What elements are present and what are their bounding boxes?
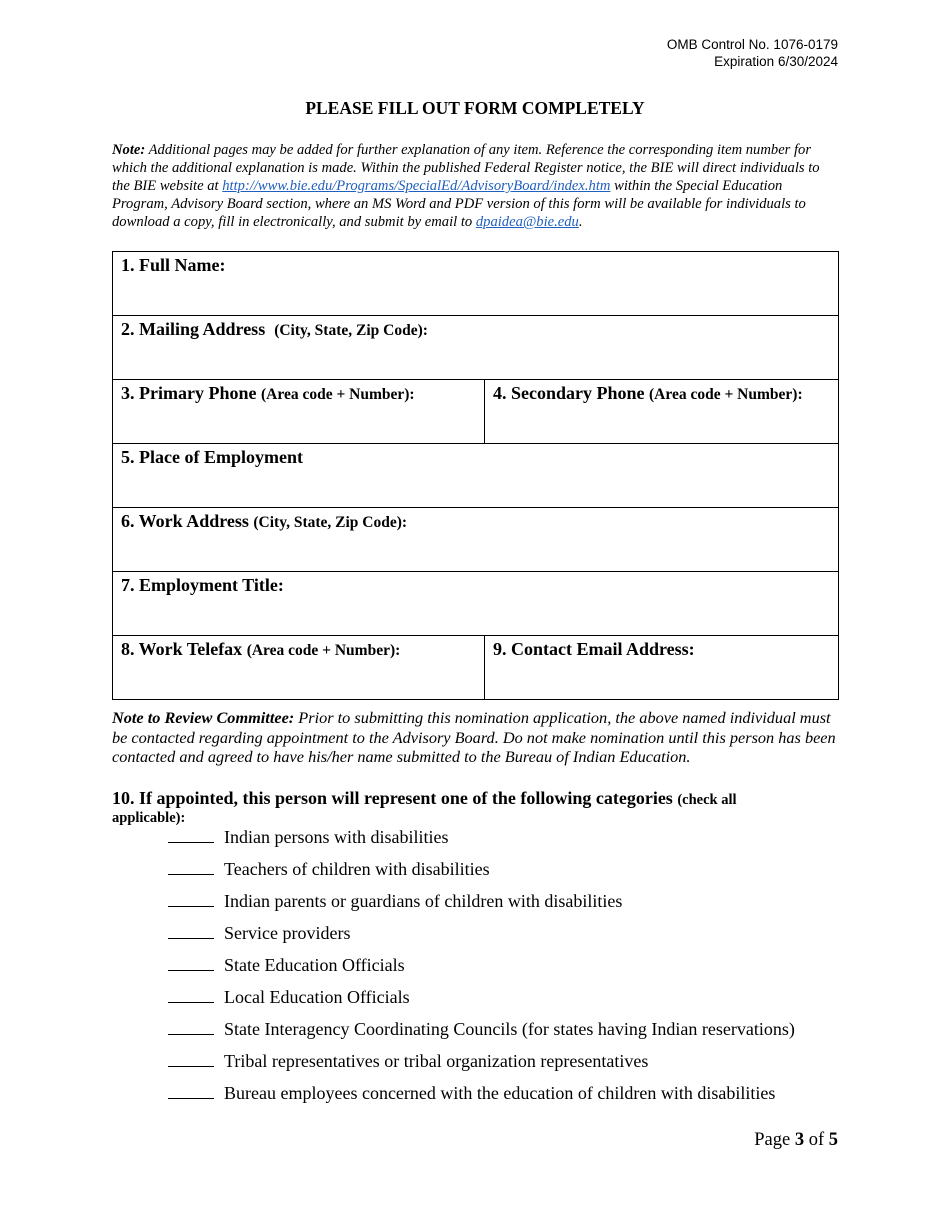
category-check-blank[interactable] [168, 954, 214, 971]
contact-email-field[interactable] [485, 636, 839, 700]
category-check-blank[interactable] [168, 890, 214, 907]
category-label: Service providers [224, 923, 351, 943]
category-check-blank[interactable] [168, 1018, 214, 1035]
category-check-blank[interactable] [168, 826, 214, 843]
note-text-3: . [578, 214, 583, 230]
secondary-phone-field[interactable] [485, 380, 839, 444]
question-10-hint-1: (check all [677, 792, 737, 808]
full-name-label: 1. Full Name: [121, 255, 226, 275]
omb-header [667, 36, 838, 70]
omb-expiration: Expiration 6/30/2024 [714, 54, 838, 69]
secondary-phone-label: 4. Secondary Phone [493, 383, 645, 403]
category-check-blank[interactable] [168, 1050, 214, 1067]
primary-phone-hint: (Area code + Number): [260, 386, 415, 403]
bie-website-link[interactable]: http://www.bie.edu/Programs/SpecialEd/AdvisoryBoard/index.htm [222, 178, 611, 194]
category-item [168, 922, 795, 954]
category-check-blank[interactable] [168, 1082, 214, 1099]
note-text-2: within the Special Education Program, Advisory Board section, where an MS Word and PDF version of this form will be available for individuals to download a copy, fill in electronically, and submit by email to [112, 178, 806, 230]
nomination-form-table [112, 251, 839, 700]
category-item [168, 1050, 795, 1082]
form-title: PLEASE FILL OUT FORM COMPLETELY [305, 98, 645, 118]
contact-email-label: 9. Contact Email Address: [493, 639, 695, 659]
category-label: State Education Officials [224, 955, 405, 975]
mailing-address-hint: (City, State, Zip Code): [274, 322, 428, 339]
place-of-employment-label: 5. Place of Employment [121, 447, 303, 467]
full-name-field[interactable] [113, 252, 839, 316]
mailing-address-field[interactable] [113, 316, 839, 380]
secondary-phone-hint: (Area code + Number): [649, 386, 803, 403]
primary-phone-label: 3. Primary Phone [121, 383, 257, 403]
category-label: Local Education Officials [224, 987, 410, 1007]
category-item [168, 858, 795, 890]
work-address-hint: (City, State, Zip Code): [253, 514, 408, 531]
page-prefix: Page [754, 1130, 795, 1150]
work-address-label: 6. Work Address [121, 511, 249, 531]
note-label: Note: [112, 142, 146, 158]
review-committee-note [112, 708, 847, 767]
category-label: Bureau employees concerned with the education of children with disabilities [224, 1083, 776, 1103]
page-total: 5 [828, 1130, 838, 1150]
page-number [754, 1130, 838, 1151]
employment-title-field[interactable] [113, 572, 839, 636]
primary-phone-field[interactable] [113, 380, 485, 444]
category-check-blank[interactable] [168, 858, 214, 875]
note-text-1: Additional pages may be added for further explanation of any item. Reference the corresponding item number for which the additional explanation is made. Within the published Federal Register notice, the BIE will direct individuals to the BIE website at [112, 142, 820, 194]
page-current: 3 [794, 1130, 805, 1150]
review-note-text: Prior to submitting this nomination application, the above named individual must be contacted regarding appointment to the Advisory Board. Do not make nomination until this person has been contacted and agreed to have his/her name submitted to the Bureau of Indian Education. [112, 708, 836, 766]
category-list [168, 826, 795, 1114]
question-10-heading [112, 788, 832, 826]
mailing-address-label: 2. Mailing Address [121, 319, 266, 339]
place-of-employment-field[interactable] [113, 444, 839, 508]
category-label: Indian parents or guardians of children with disabilities [224, 891, 623, 911]
category-item [168, 1018, 795, 1050]
page-of: of [804, 1130, 829, 1150]
category-check-blank[interactable] [168, 986, 214, 1003]
question-10-hint-2: applicable): [112, 810, 186, 826]
category-label: State Interagency Coordinating Councils (for states having Indian reservations) [224, 1019, 795, 1039]
review-note-label: Note to Review Committee: [112, 708, 295, 727]
category-item [168, 954, 795, 986]
employment-title-label: 7. Employment Title: [121, 575, 284, 595]
category-check-blank[interactable] [168, 922, 214, 939]
category-label: Teachers of children with disabilities [224, 859, 490, 879]
category-label: Tribal representatives or tribal organization representatives [224, 1051, 649, 1071]
category-label: Indian persons with disabilities [224, 827, 449, 847]
work-telefax-hint: (Area code + Number): [246, 642, 401, 659]
category-item [168, 1082, 795, 1114]
omb-control-number: OMB Control No. 1076-0179 [666, 37, 838, 52]
email-link[interactable]: dpaidea@bie.edu [475, 214, 579, 230]
category-item [168, 986, 795, 1018]
category-item [168, 890, 795, 922]
question-10-label: 10. If appointed, this person will represent one of the following categories [112, 788, 673, 808]
category-item [168, 826, 795, 858]
work-telefax-field[interactable] [113, 636, 485, 700]
instructions-note [112, 141, 840, 231]
work-address-field[interactable] [113, 508, 839, 572]
work-telefax-label: 8. Work Telefax [121, 639, 243, 659]
